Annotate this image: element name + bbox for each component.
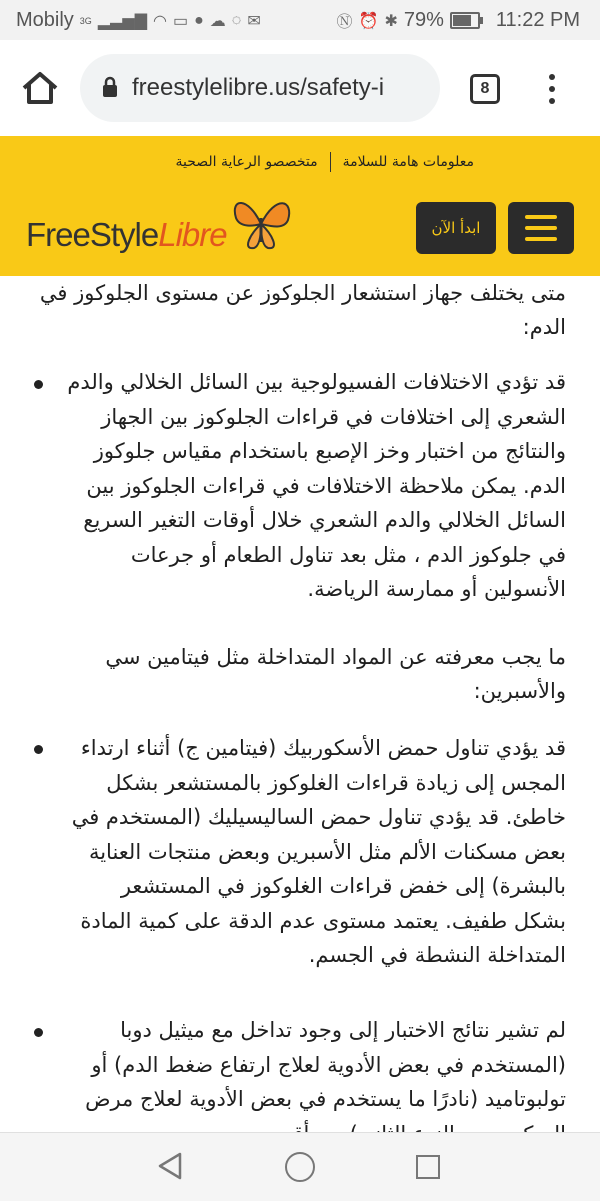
network-type: 3G	[79, 15, 92, 26]
article-content	[0, 276, 600, 1132]
cloud-icon: ☁	[209, 12, 226, 30]
site-header	[0, 136, 600, 276]
url-text: freestylelibre.us/safety-i	[132, 74, 385, 101]
top-links	[175, 152, 474, 172]
back-icon[interactable]	[156, 1151, 184, 1185]
list-item: لم تشير نتائج الاختبار إلى وجود تداخل مع ميثيل دوبا (المستخدم في بعض الأدوية لعلاج ارتفاع ضغط الدم) أو تولبوتاميد (نادرًا ما يستخدم في بعض الأدوية لعلاج مرض	[85, 1018, 566, 1111]
signal-icon: ▂▃▅▇	[97, 12, 148, 30]
mail-icon: ✉	[247, 12, 261, 30]
tab-switcher-button[interactable]: 8	[470, 74, 500, 104]
recent-apps-icon[interactable]	[416, 1155, 440, 1179]
home-icon[interactable]	[16, 64, 64, 112]
alarm-icon: ⏰	[358, 12, 379, 30]
browser-toolbar	[0, 40, 600, 137]
link-divider	[330, 152, 331, 172]
safety-info-link[interactable]: معلومات هامة للسلامة	[342, 154, 474, 170]
butterfly-logo-icon	[228, 194, 294, 254]
status-right	[337, 9, 581, 32]
hamburger-menu-icon[interactable]	[508, 202, 574, 254]
bullet-dot	[34, 745, 43, 754]
chat-icon: ●	[194, 11, 204, 29]
address-bar[interactable]	[80, 54, 440, 122]
nav-home-icon[interactable]	[285, 1152, 315, 1182]
bullet-dot	[34, 380, 43, 389]
system-nav-bar	[0, 1132, 600, 1201]
hcp-link[interactable]: متخصصو الرعاية الصحية	[175, 154, 318, 170]
section-heading-glucose-difference: متى يختلف جهاز استشعار الجلوكوز عن مستوى الجلوكوز في الدم:	[39, 281, 566, 339]
carrier-name: Mobily	[16, 9, 74, 31]
status-bar	[0, 0, 600, 40]
cast-icon: ▭	[173, 12, 189, 30]
section-heading-interfering-substances: ما يجب معرفته عن المواد المتداخلة مثل فيتامين سي والأسبرين:	[105, 645, 566, 703]
status-left	[16, 9, 261, 32]
start-now-button[interactable]: ابدأ الآن	[416, 202, 496, 254]
wifi-icon: ◠	[153, 12, 167, 30]
clock-time: 11:22 PM	[495, 9, 580, 31]
battery-icon	[450, 12, 480, 29]
bullet-dot	[34, 1028, 43, 1037]
overflow-menu-icon[interactable]	[540, 70, 564, 110]
lock-icon	[102, 76, 118, 98]
nfc-icon: Ⓝ	[336, 14, 353, 31]
list-item: قد تؤدي الاختلافات الفسيولوجية بين السائل الخلالي والدم الشعري إلى اختلافات في قراءات الجلوكوز بين الجهاز والنتائج من اختبار وخز الإصبع باستخدام مقياس جلوكوز الدم. يمكن ملاحظة الاختلافات في قراءات الجلوكوز بين السائل الخلالي والدم الشعري خلال أوقات التغير السريع في جلوكوز الدم ، مثل بعد تناول الطعام أو جرعات الأنسولين أو ممارسة الرياضة.	[67, 370, 566, 601]
freestyle-libre-logo[interactable]: FreeStyleLibre	[26, 216, 227, 253]
battery-percent: 79%	[403, 9, 444, 31]
bluetooth-icon: ✱	[384, 12, 398, 30]
whatsapp-icon: ◌	[231, 11, 242, 29]
list-item: قد يؤدي تناول حمض الأسكوربيك (فيتامين ج) أثناء ارتداء المجس إلى زيادة قراءات الغلوكوز بالمستشعر بشكل خاطئ. قد يؤدي تناول حمض الساليسيليك (المستخدم في بعض مسكنات الألم مثل الأسبرين وبعض منتجات العناية بالبشرة) إلى خفض قراءات الغلوكوز في المستشعر بشكل طفيف. يعتمد مستوى عدم الدقة على كمية المادة المتداخلة النشطة في الجسم.	[71, 736, 566, 967]
